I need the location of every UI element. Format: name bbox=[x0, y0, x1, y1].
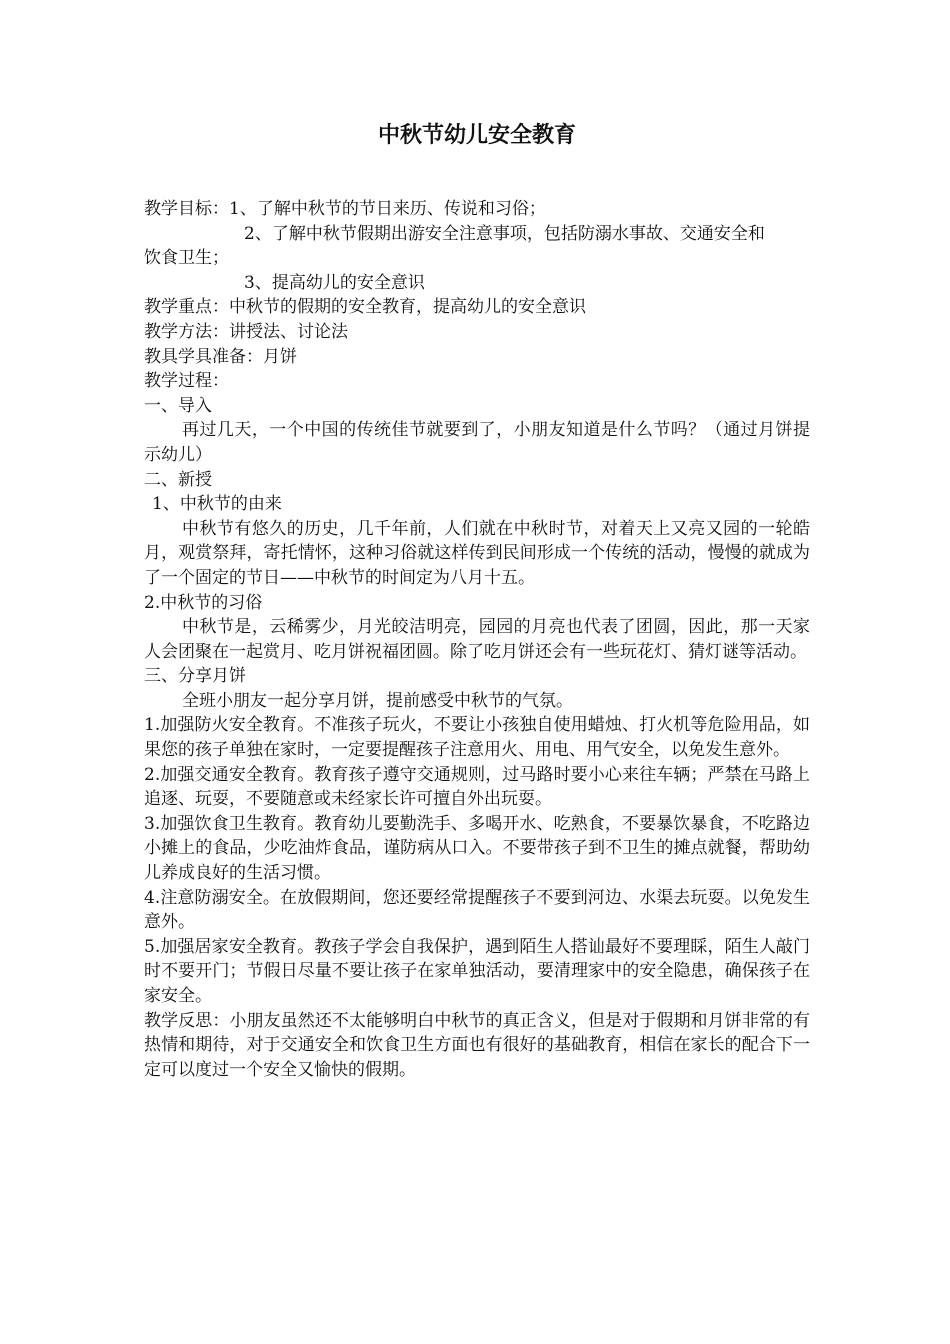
section-2-sub-2: 2.中秋节的习俗 bbox=[144, 592, 263, 613]
section-3-heading: 三、分享月饼 bbox=[144, 666, 246, 687]
teaching-reflection: 教学反思：小朋友虽然还不太能够明白中秋节的真正含义，但是对于假期和月饼非常的有热情和期待，对于交通安全和饮食卫生方面也有很好的基础教育，相信在家长的配合下一定可以度过一个安全又愉快的假期。 bbox=[144, 1010, 810, 1080]
section-3-paragraph: 全班小朋友一起分享月饼，提前感受中秋节的气氛。 bbox=[182, 690, 573, 711]
section-2-paragraph-1: 中秋节有悠久的历史，几千年前，人们就在中秋时节，对着天上又亮又园的一轮皓月，观赏祭拜，寄托情怀，这种习俗就这样传到民间形成一个传统的活动，慢慢的就成为了一个固定的节日——中秋节的时间定为八月十五。 bbox=[144, 518, 810, 588]
goal-1: 1、了解中秋节的节日来历、传说和习俗； bbox=[229, 199, 546, 219]
document-body bbox=[144, 197, 810, 1082]
section-2-paragraph-2: 中秋节是，云稀雾少，月光皎洁明亮，园园的月亮也代表了团圆，因此，那一天家人会团聚在一起赏月、吃月饼祝福团圆。除了吃月饼还会有一些玩花灯、猜灯谜等活动。 bbox=[144, 617, 810, 662]
safety-item-2: 2.加强交通安全教育。教育孩子遵守交通规则，过马路时要小心来往车辆；严禁在马路上追逐、玩耍，不要随意或未经家长许可擅自外出玩耍。 bbox=[144, 764, 810, 810]
goals-label: 教学目标： bbox=[144, 199, 229, 219]
section-1-paragraph: 再过几天，一个中国的传统佳节就要到了，小朋友知道是什么节吗？（通过月饼提示幼儿） bbox=[144, 420, 810, 465]
section-2-sub-1: 1、中秋节的由来 bbox=[152, 494, 282, 515]
section-1-heading: 一、导入 bbox=[144, 395, 212, 416]
document-title: 中秋节幼儿安全教育 bbox=[377, 123, 576, 148]
safety-item-4: 4.注意防溺安全。在放假期间，您还要经常提醒孩子不要到河边、水渠去玩耍。以免发生意外。 bbox=[144, 887, 810, 933]
teaching-methods: 教学方法：讲授法、讨论法 bbox=[144, 321, 348, 342]
goals-line-1 bbox=[144, 197, 810, 222]
safety-item-1: 1.加强防火安全教育。不准孩子玩火，不要让小孩独自使用蜡烛、打火机等危险用品，如果您的孩子单独在家时，一定要提醒孩子注意用火、用电、用气安全，以免发生意外。 bbox=[144, 715, 810, 761]
key-points: 教学重点：中秋节的假期的安全教育，提高幼儿的安全意识 bbox=[144, 297, 586, 318]
goal-2b: 饮食卫生； bbox=[144, 248, 229, 269]
goal-3: 3、提高幼儿的安全意识 bbox=[244, 272, 425, 293]
goal-2a: 2、了解中秋节假期出游安全注意事项，包括防溺水事故、交通安全和 bbox=[244, 223, 765, 244]
section-2-heading: 二、新授 bbox=[144, 469, 212, 490]
teaching-materials: 教具学具准备：月饼 bbox=[144, 346, 297, 367]
safety-item-5: 5.加强居家安全教育。教孩子学会自我保护，遇到陌生人搭讪最好不要理睬，陌生人敲门时不要开门；节假日尽量不要让孩子在家单独活动，要清理家中的安全隐患，确保孩子在家安全。 bbox=[144, 936, 810, 1006]
safety-item-3: 3.加强饮食卫生教育。教育幼儿要勤洗手、多喝开水、吃熟食，不要暴饮暴食，不吃路边小摊上的食品，少吃油炸食品，谨防病从口入。不要带孩子到不卫生的摊点就餐，帮助幼儿养成良好的生活习惯。 bbox=[144, 813, 810, 884]
teaching-process: 教学过程： bbox=[144, 371, 229, 392]
